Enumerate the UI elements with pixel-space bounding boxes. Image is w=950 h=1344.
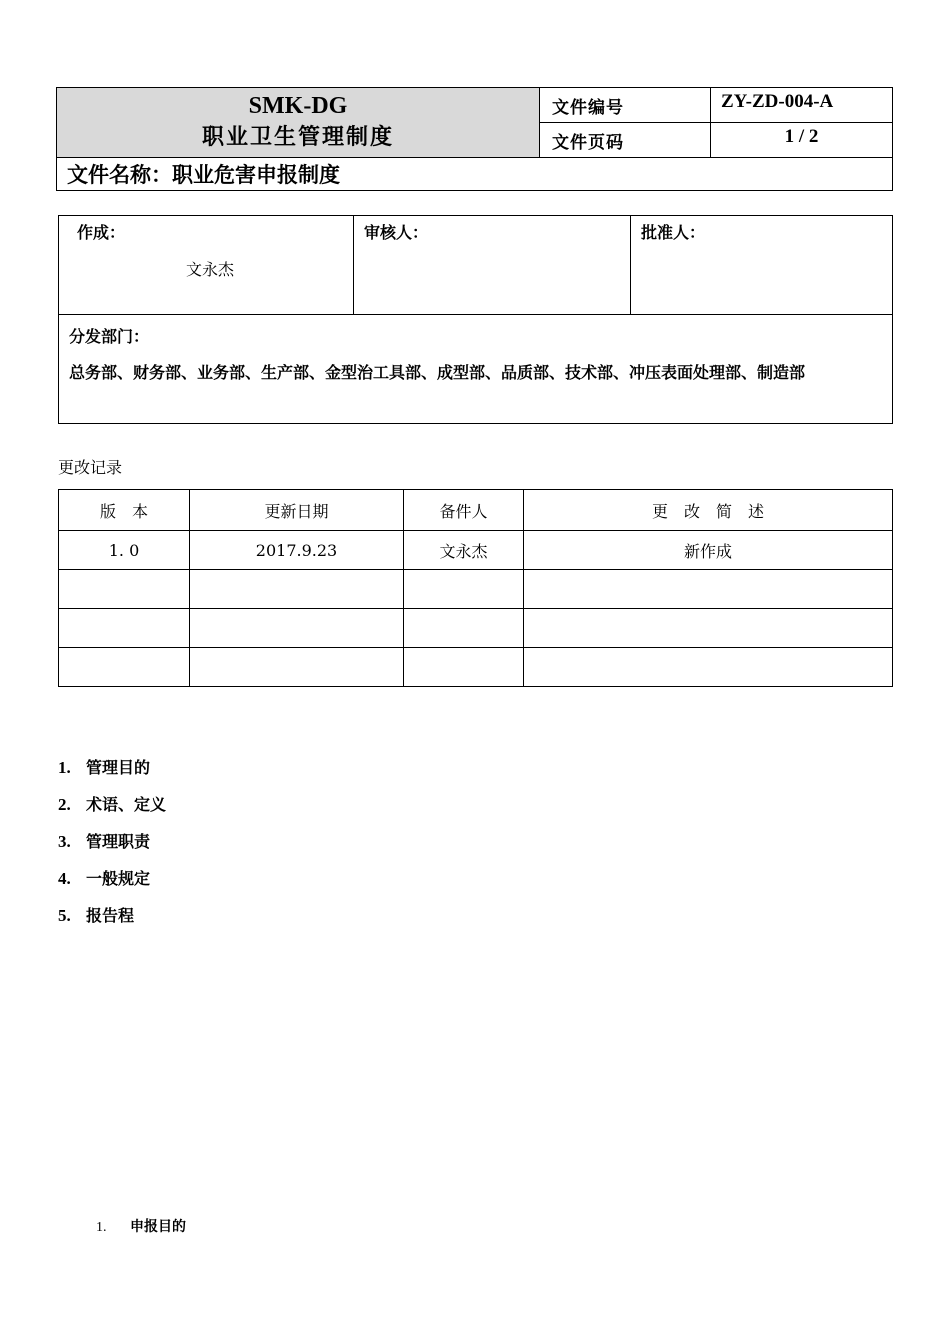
list-item-number: 1. xyxy=(58,758,71,777)
table-cell xyxy=(404,570,524,609)
reviewer-cell xyxy=(354,216,631,315)
column-header-version: 版 本 xyxy=(59,490,190,531)
section-number: 1. xyxy=(96,1220,107,1235)
reviewer-label: 审核人： xyxy=(364,223,429,242)
list-item xyxy=(58,901,166,938)
table-row xyxy=(59,531,893,570)
table-cell xyxy=(404,648,524,687)
file-name-row xyxy=(57,158,893,191)
table-cell: 新作成 xyxy=(524,531,893,570)
document-title-cell xyxy=(57,88,540,158)
approver-label: 批准人： xyxy=(641,223,706,242)
file-name-value: 职业危害申报制度 xyxy=(172,163,340,187)
list-item-text: 术语、定义 xyxy=(86,795,167,814)
distribution-label: 分发部门： xyxy=(69,327,150,346)
page-label: 文件页码 xyxy=(540,123,711,158)
list-item-text: 管理职责 xyxy=(86,832,151,851)
table-cell xyxy=(59,609,190,648)
list-item xyxy=(58,790,166,827)
table-row xyxy=(59,609,893,648)
table-cell xyxy=(190,609,404,648)
doc-number-value: ZY-ZD-004-A xyxy=(711,88,893,123)
table-cell xyxy=(190,648,404,687)
table-header-row xyxy=(59,490,893,531)
list-item-text: 管理目的 xyxy=(86,758,151,777)
column-header-date: 更新日期 xyxy=(190,490,404,531)
document-header xyxy=(56,87,893,191)
change-log-table xyxy=(58,489,893,687)
table-cell xyxy=(524,570,893,609)
list-item-number: 2. xyxy=(58,795,71,814)
prepared-by: 文永杰 xyxy=(185,260,234,279)
list-item xyxy=(58,864,166,901)
table-cell xyxy=(524,648,893,687)
company-name: SMK-DG xyxy=(248,92,348,119)
list-item-text: 报告程 xyxy=(86,906,135,925)
list-item xyxy=(58,753,166,790)
prepared-label: 作成： xyxy=(77,223,126,242)
outline-list xyxy=(58,753,166,938)
approver-cell xyxy=(631,216,893,315)
table-cell: 2017.9.23 xyxy=(190,531,404,570)
table-cell xyxy=(59,648,190,687)
section-title: 申报目的 xyxy=(130,1219,186,1235)
list-item-number: 5. xyxy=(58,906,71,925)
table-cell: 1. 0 xyxy=(59,531,190,570)
section-heading xyxy=(96,1216,186,1236)
table-cell xyxy=(524,609,893,648)
prepared-cell xyxy=(59,216,354,315)
table-row xyxy=(59,648,893,687)
file-name-label: 文件名称： xyxy=(67,163,172,187)
table-cell xyxy=(59,570,190,609)
distribution-list: 总务部、财务部、业务部、生产部、金型治工具部、成型部、品质部、技术部、冲压表面处理部、制造部 xyxy=(69,363,806,382)
column-header-summary: 更 改 简 述 xyxy=(524,490,893,531)
doc-number-label: 文件编号 xyxy=(540,88,711,123)
table-cell: 文永杰 xyxy=(404,531,524,570)
change-log-title: 更改记录 xyxy=(58,458,123,477)
list-item xyxy=(58,827,166,864)
list-item-text: 一般规定 xyxy=(86,869,151,888)
column-header-editor: 备件人 xyxy=(404,490,524,531)
list-item-number: 3. xyxy=(58,832,71,851)
table-cell xyxy=(404,609,524,648)
document-category: 职业卫生管理制度 xyxy=(201,124,394,150)
table-row xyxy=(59,570,893,609)
table-cell xyxy=(190,570,404,609)
list-item-number: 4. xyxy=(58,869,71,888)
page-value: 1 / 2 xyxy=(711,123,893,158)
distribution-cell xyxy=(59,315,893,424)
approval-table xyxy=(58,215,893,424)
